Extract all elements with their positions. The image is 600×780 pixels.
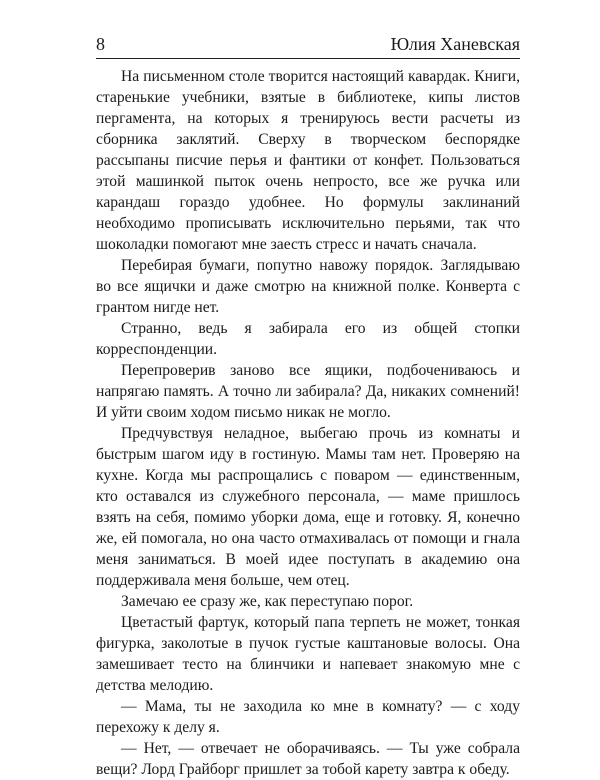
paragraph: — Мама, ты не заходила ко мне в комнату? — с ходу перехожу к делу я.: [96, 698, 520, 736]
paragraph: — Нет, — отвечает не оборачиваясь. — Ты уже собрала вещи? Лорд Грайборг пришлет за тобой карету завтра к обеду.: [96, 740, 520, 778]
paragraph: Странно, ведь я забирала его из общей стопки корреспонденции.: [96, 320, 520, 358]
paragraph: Цветастый фартук, который папа терпеть не может, тонкая фигурка, заколотые в пучок густые каштановые волосы. Она замешивает тесто на блинчики и напевает знакомую мне с детства мелодию.: [96, 614, 520, 694]
header-rule: [96, 58, 520, 59]
paragraph: Перепроверив заново все ящики, подбочениваюсь и напрягаю память. А точно ли забирала? Да, никаких сомнений! И уйти своим ходом письмо никак не могло.: [96, 362, 520, 421]
paragraph: Предчувствуя неладное, выбегаю прочь из комнаты и быстрым шагом иду в гостиную. Мамы там нет. Проверяю на кухне. Когда мы распрощались с поваром — единственным, кто оставался из служебного персонала, — маме пришлось взять на себя, помимо уборки дома, еще и готовку. Я, конечно же, ей помогала, но она часто отмахивалась от помощи и гнала меня заниматься. В моей идее поступать в академию она поддерживала меня больше, чем отец.: [96, 425, 520, 589]
running-header: [96, 34, 520, 58]
paragraph: Замечаю ее сразу же, как переступаю порог.: [121, 593, 414, 610]
paragraph: На письменном столе творится настоящий кавардак. Книги, старенькие учебники, взятые в библиотеке, кипы листов пергамента, на которых я тренируюсь вести расчеты из сборника заклятий. Сверху в творческом беспорядке рассыпаны писчие перья и фантики от конфет. Пользоваться этой машинкой пыток очень непросто, все же ручка или карандаш гораздо удобнее. Но формулы заклинаний необходимо прописывать исключительно перьями, так что шоколадки помогают мне заесть стресс и начать сначала.: [96, 68, 520, 253]
page-number: 8: [96, 34, 105, 54]
paragraph: Перебирая бумаги, попутно навожу порядок. Заглядываю во все ящички и даже смотрю на книжной полке. Конверта с грантом нигде нет.: [96, 257, 520, 316]
text-body: [96, 66, 520, 780]
author-name: Юлия Ханевская: [390, 34, 520, 54]
